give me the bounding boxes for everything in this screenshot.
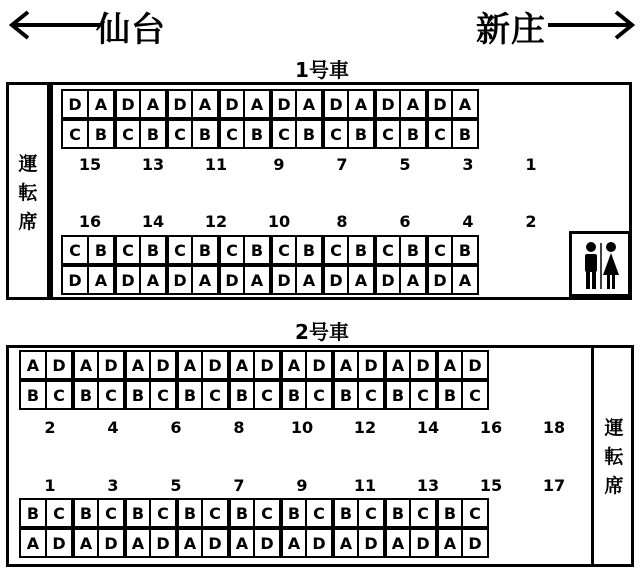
seat: B — [227, 380, 255, 410]
car2-title: 2号車 — [295, 320, 349, 344]
seat: A — [123, 350, 151, 380]
seat: D — [305, 528, 333, 558]
seat: D — [409, 350, 437, 380]
seat: C — [425, 235, 453, 265]
seat: B — [123, 498, 151, 528]
seat: A — [243, 89, 271, 119]
seat: A — [399, 89, 427, 119]
seat: A — [347, 265, 375, 295]
seat: C — [357, 498, 385, 528]
seat: D — [253, 350, 281, 380]
car2-cab-label: 運 転 席 — [604, 417, 624, 497]
car2-bottom-row-b — [19, 498, 489, 528]
seat: B — [399, 235, 427, 265]
seat: D — [373, 265, 401, 295]
seat: A — [71, 350, 99, 380]
seat: D — [165, 265, 193, 295]
seat: A — [451, 265, 479, 295]
seat: D — [149, 350, 177, 380]
row-number: 7 — [233, 476, 245, 495]
seat: D — [217, 89, 245, 119]
seat: B — [399, 119, 427, 149]
seat: C — [45, 498, 73, 528]
seat: C — [409, 498, 437, 528]
seat: A — [175, 528, 203, 558]
seat: B — [175, 380, 203, 410]
seat: A — [451, 89, 479, 119]
seat: D — [149, 528, 177, 558]
seat: A — [123, 528, 151, 558]
seat: C — [217, 235, 245, 265]
row-number: 15 — [479, 476, 503, 495]
seat: A — [87, 265, 115, 295]
row-number: 17 — [542, 476, 566, 495]
seat: C — [165, 235, 193, 265]
seat: C — [409, 380, 437, 410]
seat: C — [321, 235, 349, 265]
car2-bottom-row-a — [19, 528, 489, 558]
seat: D — [305, 350, 333, 380]
car1-bottom-row-a — [61, 265, 479, 295]
seat: A — [227, 350, 255, 380]
seat: C — [97, 498, 125, 528]
row-number: 2 — [44, 418, 56, 437]
seat: C — [373, 235, 401, 265]
seat: A — [347, 89, 375, 119]
seat: B — [435, 380, 463, 410]
seat: B — [347, 235, 375, 265]
seat: A — [331, 528, 359, 558]
right-arrow-icon — [548, 8, 636, 42]
row-number: 9 — [296, 476, 308, 495]
seat: D — [357, 350, 385, 380]
seat: C — [61, 119, 89, 149]
seat: A — [71, 528, 99, 558]
seat: D — [113, 265, 141, 295]
seat: B — [347, 119, 375, 149]
seat: A — [243, 265, 271, 295]
seat: B — [279, 380, 307, 410]
seat: C — [357, 380, 385, 410]
seat: A — [227, 528, 255, 558]
row-number: 6 — [399, 212, 411, 231]
seat: C — [201, 380, 229, 410]
seat: B — [139, 235, 167, 265]
seat: D — [61, 265, 89, 295]
seat: D — [113, 89, 141, 119]
seat: A — [383, 350, 411, 380]
car1-top-row-a — [61, 89, 479, 119]
seat: D — [165, 89, 193, 119]
row-number: 4 — [107, 418, 119, 437]
seat: A — [191, 265, 219, 295]
seat: D — [269, 265, 297, 295]
row-number: 5 — [170, 476, 182, 495]
row-number: 2 — [525, 212, 537, 231]
seat: C — [461, 380, 489, 410]
seat: B — [331, 498, 359, 528]
row-number: 12 — [204, 212, 228, 231]
seat: A — [295, 265, 323, 295]
row-number: 1 — [525, 155, 537, 174]
seat: C — [113, 235, 141, 265]
seat: B — [451, 119, 479, 149]
seat: A — [383, 528, 411, 558]
seat: A — [435, 350, 463, 380]
row-number: 5 — [399, 155, 411, 174]
seat: C — [201, 498, 229, 528]
seat: D — [45, 350, 73, 380]
row-number: 16 — [78, 212, 102, 231]
seat: B — [19, 498, 47, 528]
seat: D — [253, 528, 281, 558]
row-number: 11 — [204, 155, 228, 174]
seat: A — [295, 89, 323, 119]
direction-shinjo: 新庄 — [476, 10, 546, 50]
car1-cab-line — [47, 85, 50, 297]
seat: C — [425, 119, 453, 149]
row-number: 14 — [416, 418, 440, 437]
seat: C — [305, 380, 333, 410]
row-number: 6 — [170, 418, 182, 437]
seat: D — [373, 89, 401, 119]
row-number: 14 — [141, 212, 165, 231]
car1-body — [6, 82, 632, 300]
seat: A — [139, 89, 167, 119]
car2-top-row-a — [19, 350, 489, 380]
seat: C — [61, 235, 89, 265]
car1-title: 1号車 — [295, 58, 349, 82]
seat: C — [253, 380, 281, 410]
row-number: 8 — [233, 418, 245, 437]
seat: C — [253, 498, 281, 528]
seat: A — [139, 265, 167, 295]
seat: B — [295, 235, 323, 265]
seat: C — [165, 119, 193, 149]
row-number: 9 — [273, 155, 285, 174]
seat: C — [45, 380, 73, 410]
seat: A — [191, 89, 219, 119]
seat: A — [435, 528, 463, 558]
seat: B — [279, 498, 307, 528]
car2-cab-line — [591, 348, 594, 564]
seat: D — [357, 528, 385, 558]
seat: D — [61, 89, 89, 119]
seat: A — [175, 350, 203, 380]
seat: D — [321, 265, 349, 295]
toilet — [569, 231, 631, 297]
seat: A — [331, 350, 359, 380]
seat: B — [451, 235, 479, 265]
seat: C — [461, 498, 489, 528]
seat: D — [201, 528, 229, 558]
seat: B — [191, 119, 219, 149]
seat: B — [243, 119, 271, 149]
seat: D — [425, 89, 453, 119]
seat: B — [19, 380, 47, 410]
seat: C — [217, 119, 245, 149]
car2-top-row-b — [19, 380, 489, 410]
seat: B — [243, 235, 271, 265]
seat: D — [461, 528, 489, 558]
car1-bottom-row-b — [61, 235, 479, 265]
row-number: 18 — [542, 418, 566, 437]
car2-body — [6, 345, 634, 567]
seat: C — [305, 498, 333, 528]
seat: D — [217, 265, 245, 295]
seat: B — [191, 235, 219, 265]
seat: A — [399, 265, 427, 295]
seat: B — [227, 498, 255, 528]
seat: B — [383, 498, 411, 528]
seat: D — [97, 350, 125, 380]
row-number: 16 — [479, 418, 503, 437]
seat: C — [269, 119, 297, 149]
seat: B — [123, 380, 151, 410]
seat: D — [409, 528, 437, 558]
seat: B — [175, 498, 203, 528]
seat: D — [461, 350, 489, 380]
seat: A — [87, 89, 115, 119]
seat: B — [87, 235, 115, 265]
seat: D — [45, 528, 73, 558]
seat: A — [19, 528, 47, 558]
row-number: 4 — [462, 212, 474, 231]
seat: C — [149, 380, 177, 410]
row-number: 13 — [416, 476, 440, 495]
seat: D — [269, 89, 297, 119]
row-number: 7 — [336, 155, 348, 174]
row-number: 8 — [336, 212, 348, 231]
seat: C — [321, 119, 349, 149]
seat: B — [435, 498, 463, 528]
direction-sendai: 仙台 — [96, 10, 166, 50]
seat: B — [383, 380, 411, 410]
car1-top-row-b — [61, 119, 479, 149]
row-number: 13 — [141, 155, 165, 174]
seat: D — [97, 528, 125, 558]
seat: C — [269, 235, 297, 265]
row-number: 11 — [353, 476, 377, 495]
seat: B — [331, 380, 359, 410]
row-number: 15 — [78, 155, 102, 174]
row-number: 3 — [107, 476, 119, 495]
seat: C — [373, 119, 401, 149]
car1-cab-label: 運 転 席 — [18, 153, 38, 233]
seat: D — [201, 350, 229, 380]
seat: A — [19, 350, 47, 380]
row-number: 10 — [290, 418, 314, 437]
row-number: 1 — [44, 476, 56, 495]
toilet-icon — [573, 235, 629, 295]
seat: B — [87, 119, 115, 149]
seat: B — [71, 380, 99, 410]
seat: C — [97, 380, 125, 410]
seat: D — [425, 265, 453, 295]
seat: B — [139, 119, 167, 149]
seat: C — [149, 498, 177, 528]
seat: C — [113, 119, 141, 149]
seat: B — [295, 119, 323, 149]
seat: A — [279, 528, 307, 558]
row-number: 12 — [353, 418, 377, 437]
left-arrow-icon — [6, 8, 102, 42]
seat: A — [279, 350, 307, 380]
seat: D — [321, 89, 349, 119]
row-number: 10 — [267, 212, 291, 231]
seat: B — [71, 498, 99, 528]
row-number: 3 — [462, 155, 474, 174]
